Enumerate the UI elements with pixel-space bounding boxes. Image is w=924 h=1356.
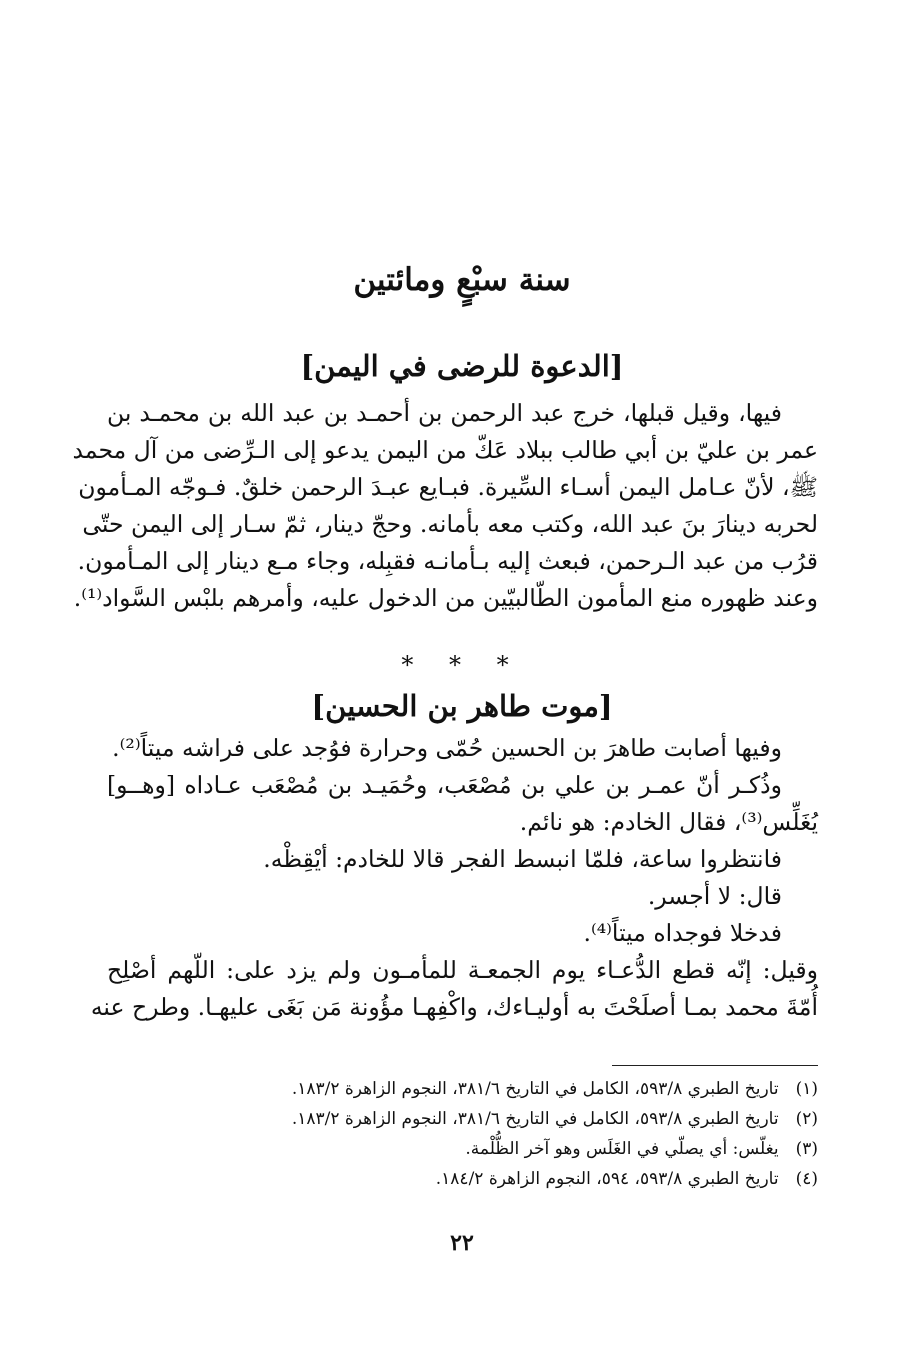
section-heading-taher: [موت طاهر بن الحسين] — [311, 689, 613, 723]
text-line: لحربه دينارَ بنَ عبد الله، وكتب معه بأمانه. وحجّ دينار، ثمّ سـار إلى اليمن حتّى — [82, 510, 818, 538]
text-line: قرُب من عبد الـرحمن، فبعث إليه بـأمانـه فقبِله، وجاء مـع دينار إلى المـأمون. — [77, 547, 818, 575]
section-body-dawa — [72, 395, 818, 617]
text-line: فيها، وقيل قبلها، خرج عبد الرحمن بن أحمـد بن عبد الله بن محمـد بن — [107, 399, 782, 427]
text-line: وفيها أصابت طاهرَ بن الحسين حُمّى وحرارة فوُجد على فراشه ميتاً⁽²⁾. — [112, 734, 782, 762]
text-line: وذُكـر أنّ عمـر بن علي بن مُصْعَب، وحُمَيـد بن مُصْعَب عـاداه [وهــو] — [107, 771, 782, 799]
section-body-taher — [90, 730, 818, 1026]
year-title: سنة سبْعٍ ومائتين — [353, 262, 571, 298]
section-heading-dawa: [الدعوة للرضى في اليمن] — [300, 349, 624, 383]
footnote — [107, 1164, 818, 1194]
footnote-number: (٤) — [795, 1169, 818, 1189]
footnote — [107, 1074, 818, 1104]
footnote-text: تاريخ الطبري ٥٩٣/٨، الكامل في التاريخ ٣٨١/٦، النجوم الزاهرة ١٨٣/٢. — [291, 1079, 779, 1099]
text-line: فدخلا فوجداه ميتاً⁽⁴⁾. — [583, 919, 782, 947]
footnote-text: يغلّس: أي يصلّي في الغَلَس وهو آخر الظُّلْمة. — [465, 1139, 779, 1159]
text-line: قال: لا أجسر. — [647, 882, 782, 910]
footnote-text: تاريخ الطبري ٥٩٣/٨، الكامل في التاريخ ٣٨١/٦، النجوم الزاهرة ١٨٣/٢. — [291, 1109, 779, 1129]
text-line: أُمّةَ محمد بمـا أصلَحْتَ به أوليـاءك، واكْفِهـا مؤُونة مَن بَغَى عليهـا. وطرح عنه — [90, 993, 818, 1021]
footnotes — [107, 1074, 818, 1194]
footnote — [107, 1134, 818, 1164]
text-line: ﷺ، لأنّ عـامل اليمن أسـاء السِّيرة. فبـايع عبـدَ الرحمن خلقٌ. فـوجّه المـأمون — [78, 473, 818, 501]
footnote-number: (٢) — [795, 1109, 818, 1129]
page-number: ٢٢ — [450, 1230, 474, 1256]
text-line: وعند ظهوره منع المأمون الطّالبيّين من الدخول عليه، وأمرهم بلبْس السَّواد⁽¹⁾. — [73, 584, 818, 612]
footnote — [107, 1104, 818, 1134]
text-line: عمر بن عليّ بن أبي طالب ببلاد عَكّ من اليمن يدعو إلى الـرِّضى من آل محمد — [72, 436, 818, 464]
text-line: يُغَلِّس⁽³⁾، فقال الخادم: هو نائم. — [519, 808, 818, 836]
text-line: وقيل: إنّه قطع الدُّعـاء يوم الجمعـة للمأمـون ولم يزد على: اللّهم أصْلِح — [107, 956, 818, 984]
footnote-text: تاريخ الطبري ٥٩٣/٨، ٥٩٤، النجوم الزاهرة ١٨٤/٢. — [435, 1169, 779, 1189]
text-line: فانتظروا ساعة، فلمّا انبسط الفجر قالا للخادم: أيْقِظْه. — [263, 845, 782, 873]
footnote-number: (٣) — [795, 1139, 818, 1159]
footnote-separator — [612, 1065, 818, 1066]
footnote-number: (١) — [795, 1079, 818, 1099]
section-separator-stars: * * * — [401, 651, 523, 679]
